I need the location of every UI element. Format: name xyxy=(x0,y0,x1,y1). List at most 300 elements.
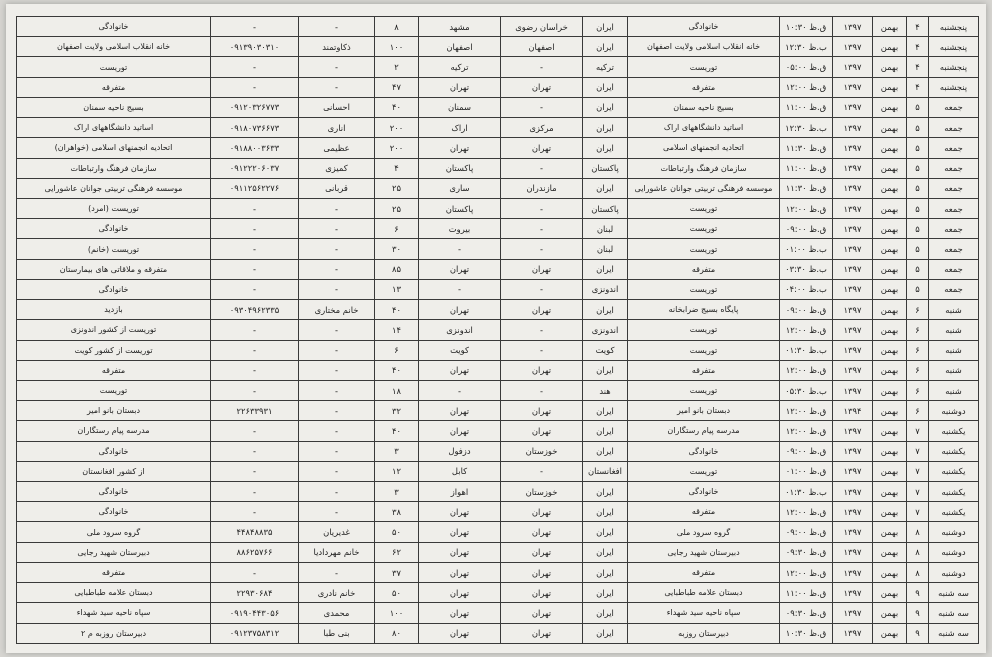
cell-phone: ۰۹۱۸۰۷۳۶۶۷۳ xyxy=(211,118,299,138)
cell-group: متفرقه xyxy=(17,77,211,97)
cell-group: دبیرستان روزبه م ۲ xyxy=(17,623,211,643)
cell-contact-name: - xyxy=(299,421,375,441)
cell-month: بهمن xyxy=(873,340,907,360)
cell-contact-name: - xyxy=(299,17,375,37)
cell-weekday: شنبه xyxy=(929,340,979,360)
cell-country: ایران xyxy=(583,441,628,461)
table-row xyxy=(17,482,979,502)
cell-time: ق.ظ ۰۹:۰۰ xyxy=(780,441,833,461)
cell-country: ایران xyxy=(583,542,628,562)
cell-count: ۴۷ xyxy=(375,77,419,97)
cell-group: خانوادگی xyxy=(17,279,211,299)
cell-time: ب.ظ ۰۳:۳۰ xyxy=(780,259,833,279)
cell-year: ۱۳۹۷ xyxy=(833,360,873,380)
cell-contact-name: احسانی xyxy=(299,97,375,117)
cell-country: افغانستان xyxy=(583,461,628,481)
cell-day: ۵ xyxy=(907,198,929,218)
table-row xyxy=(17,340,979,360)
cell-city: اصفهان xyxy=(419,37,501,57)
cell-province: تهران xyxy=(501,542,583,562)
cell-country: ایران xyxy=(583,562,628,582)
cell-country: ایران xyxy=(583,603,628,623)
cell-contact-name: - xyxy=(299,279,375,299)
cell-visitor-title: اتحادیه انجمنهای اسلامی xyxy=(628,138,780,158)
cell-country: اندونزی xyxy=(583,320,628,340)
cell-time: ب.ظ ۰۱:۳۰ xyxy=(780,340,833,360)
cell-day: ۶ xyxy=(907,380,929,400)
cell-contact-name: خانم نادری xyxy=(299,583,375,603)
cell-contact-name: - xyxy=(299,360,375,380)
cell-city: تهران xyxy=(419,421,501,441)
cell-day: ۵ xyxy=(907,138,929,158)
cell-day: ۶ xyxy=(907,320,929,340)
cell-time: ق.ظ ۰۵:۰۰ xyxy=(780,57,833,77)
cell-city: ساری xyxy=(419,178,501,198)
cell-weekday: سه شنبه xyxy=(929,603,979,623)
cell-weekday: جمعه xyxy=(929,279,979,299)
cell-time: ق.ظ ۰۹:۳۰ xyxy=(780,603,833,623)
cell-visitor-title: بسیج ناحیه سمنان xyxy=(628,97,780,117)
cell-city: مشهد xyxy=(419,17,501,37)
cell-year: ۱۳۹۷ xyxy=(833,340,873,360)
cell-month: بهمن xyxy=(873,57,907,77)
cell-year: ۱۳۹۷ xyxy=(833,279,873,299)
cell-phone: ۰۹۱۸۸۰۰۳۶۳۳ xyxy=(211,138,299,158)
cell-phone: ۰۹۱۱۲۵۶۲۲۷۶ xyxy=(211,178,299,198)
cell-group: متفرقه xyxy=(17,360,211,380)
cell-year: ۱۳۹۷ xyxy=(833,623,873,643)
cell-phone: - xyxy=(211,340,299,360)
cell-month: بهمن xyxy=(873,279,907,299)
cell-province: تهران xyxy=(501,77,583,97)
cell-count: ۴ xyxy=(375,158,419,178)
cell-country: ایران xyxy=(583,118,628,138)
table-row xyxy=(17,562,979,582)
visit-log-rows xyxy=(17,17,979,644)
cell-contact-name: قربانی xyxy=(299,178,375,198)
cell-phone: - xyxy=(211,57,299,77)
cell-group: توریست xyxy=(17,380,211,400)
cell-contact-name: اناری xyxy=(299,118,375,138)
table-row xyxy=(17,77,979,97)
cell-time: ب.ظ ۰۵:۳۰ xyxy=(780,380,833,400)
cell-time: ق.ظ ۰۹:۳۰ xyxy=(780,542,833,562)
cell-country: لبنان xyxy=(583,239,628,259)
cell-weekday: جمعه xyxy=(929,158,979,178)
cell-city: کویت xyxy=(419,340,501,360)
cell-count: ۲۵ xyxy=(375,198,419,218)
cell-day: ۵ xyxy=(907,279,929,299)
cell-phone: ۰۹۱۳۹۰۳۰۳۱۰ xyxy=(211,37,299,57)
cell-group: خانه انقلاب اسلامی ولایت اصفهان xyxy=(17,37,211,57)
cell-day: ۴ xyxy=(907,37,929,57)
cell-visitor-title: سپاه ناحیه سید شهداء xyxy=(628,603,780,623)
cell-visitor-title: خانوادگی xyxy=(628,441,780,461)
cell-city: کابل xyxy=(419,461,501,481)
cell-group: دبستان علامه طباطبایی xyxy=(17,583,211,603)
cell-month: بهمن xyxy=(873,401,907,421)
cell-country: ایران xyxy=(583,17,628,37)
cell-city: تهران xyxy=(419,259,501,279)
cell-weekday: پنجشنبه xyxy=(929,57,979,77)
cell-country: لبنان xyxy=(583,219,628,239)
cell-year: ۱۳۹۷ xyxy=(833,461,873,481)
cell-visitor-title: توریست xyxy=(628,198,780,218)
table-row xyxy=(17,360,979,380)
document-sheet xyxy=(6,4,986,653)
cell-province: مرکزی xyxy=(501,118,583,138)
table-row xyxy=(17,380,979,400)
cell-city: سمنان xyxy=(419,97,501,117)
cell-country: ایران xyxy=(583,482,628,502)
cell-province: تهران xyxy=(501,583,583,603)
cell-month: بهمن xyxy=(873,97,907,117)
cell-visitor-title: توریست xyxy=(628,380,780,400)
cell-country: ایران xyxy=(583,360,628,380)
cell-phone: - xyxy=(211,482,299,502)
cell-phone: - xyxy=(211,219,299,239)
cell-province: تهران xyxy=(501,300,583,320)
cell-province: تهران xyxy=(501,522,583,542)
cell-province: تهران xyxy=(501,259,583,279)
cell-time: ق.ظ ۰۹:۰۰ xyxy=(780,219,833,239)
cell-count: ۳۷ xyxy=(375,562,419,582)
cell-country: ایران xyxy=(583,623,628,643)
cell-day: ۹ xyxy=(907,603,929,623)
cell-visitor-title: متفرقه xyxy=(628,77,780,97)
cell-province: - xyxy=(501,279,583,299)
cell-weekday: جمعه xyxy=(929,97,979,117)
cell-group: خانوادگی xyxy=(17,17,211,37)
cell-month: بهمن xyxy=(873,158,907,178)
cell-count: ۳۰ xyxy=(375,239,419,259)
cell-day: ۵ xyxy=(907,259,929,279)
cell-city: ترکیه xyxy=(419,57,501,77)
cell-city: بیروت xyxy=(419,219,501,239)
cell-contact-name: - xyxy=(299,77,375,97)
cell-group: توریست از کشور اندونزی xyxy=(17,320,211,340)
cell-year: ۱۳۹۷ xyxy=(833,57,873,77)
table-row xyxy=(17,300,979,320)
cell-province: خوزستان xyxy=(501,482,583,502)
table-row xyxy=(17,178,979,198)
cell-month: بهمن xyxy=(873,522,907,542)
cell-phone: - xyxy=(211,259,299,279)
cell-province: تهران xyxy=(501,401,583,421)
cell-group: دبیرستان شهید رجایی xyxy=(17,542,211,562)
cell-time: ق.ظ ۱۲:۰۰ xyxy=(780,502,833,522)
cell-phone: ۴۴۸۴۸۸۳۵ xyxy=(211,522,299,542)
cell-count: ۱۸ xyxy=(375,380,419,400)
cell-weekday: جمعه xyxy=(929,259,979,279)
cell-day: ۸ xyxy=(907,542,929,562)
cell-day: ۹ xyxy=(907,623,929,643)
cell-group: توریست (خانم) xyxy=(17,239,211,259)
cell-visitor-title: موسسه فرهنگی تربیتی جوانان عاشورایی xyxy=(628,178,780,198)
table-row xyxy=(17,259,979,279)
cell-group: توریست از کشور کویت xyxy=(17,340,211,360)
cell-year: ۱۳۹۷ xyxy=(833,198,873,218)
cell-month: بهمن xyxy=(873,542,907,562)
cell-month: بهمن xyxy=(873,360,907,380)
cell-city: تهران xyxy=(419,300,501,320)
cell-visitor-title: اساتید دانشگاههای اراک xyxy=(628,118,780,138)
table-row xyxy=(17,219,979,239)
cell-year: ۱۳۹۷ xyxy=(833,583,873,603)
cell-day: ۵ xyxy=(907,178,929,198)
cell-contact-name: غدیریان xyxy=(299,522,375,542)
cell-contact-name: - xyxy=(299,239,375,259)
cell-group: متفرقه xyxy=(17,562,211,582)
cell-city: تهران xyxy=(419,77,501,97)
cell-phone: - xyxy=(211,320,299,340)
cell-city: تهران xyxy=(419,623,501,643)
cell-day: ۹ xyxy=(907,583,929,603)
cell-group: توریست xyxy=(17,57,211,77)
cell-group: خانوادگی xyxy=(17,441,211,461)
cell-contact-name: - xyxy=(299,482,375,502)
cell-year: ۱۳۹۷ xyxy=(833,482,873,502)
cell-time: ق.ظ ۰۹:۰۰ xyxy=(780,300,833,320)
cell-year: ۱۳۹۷ xyxy=(833,522,873,542)
cell-month: بهمن xyxy=(873,239,907,259)
cell-city: تهران xyxy=(419,562,501,582)
cell-count: ۳۸ xyxy=(375,502,419,522)
cell-phone: ۰۹۱۹۰۴۴۳۰۵۶ xyxy=(211,603,299,623)
cell-country: ایران xyxy=(583,97,628,117)
cell-weekday: جمعه xyxy=(929,178,979,198)
cell-visitor-title: توریست xyxy=(628,219,780,239)
cell-day: ۷ xyxy=(907,421,929,441)
cell-contact-name: - xyxy=(299,401,375,421)
cell-year: ۱۳۹۷ xyxy=(833,118,873,138)
cell-year: ۱۳۹۷ xyxy=(833,562,873,582)
cell-weekday: سه شنبه xyxy=(929,623,979,643)
cell-group: بسیج ناحیه سمنان xyxy=(17,97,211,117)
table-row xyxy=(17,320,979,340)
cell-time: ق.ظ ۱۱:۳۰ xyxy=(780,138,833,158)
cell-country: ایران xyxy=(583,522,628,542)
cell-phone: - xyxy=(211,360,299,380)
cell-city: پاکستان xyxy=(419,198,501,218)
cell-province: تهران xyxy=(501,360,583,380)
cell-contact-name: خانم مهرداديا xyxy=(299,542,375,562)
cell-month: بهمن xyxy=(873,421,907,441)
cell-phone: - xyxy=(211,77,299,97)
cell-country: ایران xyxy=(583,178,628,198)
cell-phone: - xyxy=(211,461,299,481)
cell-weekday: جمعه xyxy=(929,239,979,259)
cell-contact-name: خانم مختاری xyxy=(299,300,375,320)
cell-time: ق.ظ ۱۲:۰۰ xyxy=(780,421,833,441)
cell-province: تهران xyxy=(501,562,583,582)
cell-time: ق.ظ ۱۱:۰۰ xyxy=(780,97,833,117)
cell-day: ۶ xyxy=(907,360,929,380)
cell-phone: ۰۹۱۲۲۲۰۶۰۳۷ xyxy=(211,158,299,178)
cell-city: تهران xyxy=(419,401,501,421)
cell-count: ۲۰۰ xyxy=(375,118,419,138)
cell-day: ۴ xyxy=(907,57,929,77)
cell-year: ۱۳۹۷ xyxy=(833,502,873,522)
cell-country: هند xyxy=(583,380,628,400)
cell-phone: - xyxy=(211,279,299,299)
cell-phone: ۰۹۱۲۳۷۵۸۳۱۲ xyxy=(211,623,299,643)
cell-time: ق.ظ ۱۲:۰۰ xyxy=(780,77,833,97)
cell-visitor-title: گروه سرود ملی xyxy=(628,522,780,542)
cell-month: بهمن xyxy=(873,300,907,320)
cell-contact-name: ذکاوتمند xyxy=(299,37,375,57)
cell-group: موسسه فرهنگی تربیتی جوانان عاشورایی xyxy=(17,178,211,198)
cell-group: خانوادگی xyxy=(17,219,211,239)
cell-city: تهران xyxy=(419,360,501,380)
cell-contact-name: عظیمی xyxy=(299,138,375,158)
cell-count: ۴۰ xyxy=(375,300,419,320)
cell-group: خانوادگی xyxy=(17,502,211,522)
table-row xyxy=(17,158,979,178)
cell-month: بهمن xyxy=(873,17,907,37)
cell-group: سپاه ناحیه سید شهداء xyxy=(17,603,211,623)
cell-phone: - xyxy=(211,380,299,400)
cell-province: - xyxy=(501,158,583,178)
table-row xyxy=(17,421,979,441)
cell-year: ۱۳۹۷ xyxy=(833,77,873,97)
cell-month: بهمن xyxy=(873,380,907,400)
cell-province: تهران xyxy=(501,603,583,623)
cell-city: اراک xyxy=(419,118,501,138)
cell-visitor-title: توریست xyxy=(628,57,780,77)
cell-contact-name: محمدی xyxy=(299,603,375,623)
cell-year: ۱۳۹۷ xyxy=(833,421,873,441)
cell-month: بهمن xyxy=(873,77,907,97)
cell-day: ۶ xyxy=(907,340,929,360)
cell-weekday: سه شنبه xyxy=(929,583,979,603)
cell-weekday: شنبه xyxy=(929,300,979,320)
table-row xyxy=(17,37,979,57)
cell-province: - xyxy=(501,320,583,340)
cell-phone: - xyxy=(211,502,299,522)
cell-time: ق.ظ ۱۰:۳۰ xyxy=(780,623,833,643)
cell-day: ۸ xyxy=(907,522,929,542)
cell-visitor-title: مدرسه پیام رستگاران xyxy=(628,421,780,441)
cell-time: ق.ظ ۱۲:۰۰ xyxy=(780,401,833,421)
table-row xyxy=(17,401,979,421)
cell-weekday: جمعه xyxy=(929,138,979,158)
cell-time: ق.ظ ۱۲:۰۰ xyxy=(780,198,833,218)
cell-group: اتحادیه انجمنهای اسلامی (خواهران) xyxy=(17,138,211,158)
cell-weekday: پنجشنبه xyxy=(929,17,979,37)
cell-year: ۱۳۹۷ xyxy=(833,219,873,239)
cell-year: ۱۳۹۷ xyxy=(833,239,873,259)
cell-year: ۱۳۹۷ xyxy=(833,138,873,158)
cell-day: ۷ xyxy=(907,461,929,481)
cell-count: ۲۵ xyxy=(375,178,419,198)
table-row xyxy=(17,502,979,522)
cell-contact-name: - xyxy=(299,441,375,461)
table-row xyxy=(17,57,979,77)
cell-count: ۶ xyxy=(375,219,419,239)
cell-country: ایران xyxy=(583,259,628,279)
cell-group: سازمان فرهنگ وارتباطات xyxy=(17,158,211,178)
cell-province: - xyxy=(501,198,583,218)
cell-count: ۶۲ xyxy=(375,542,419,562)
cell-day: ۴ xyxy=(907,17,929,37)
cell-month: بهمن xyxy=(873,583,907,603)
cell-city: تهران xyxy=(419,542,501,562)
cell-time: ب.ظ ۰۴:۰۰ xyxy=(780,279,833,299)
cell-group: گروه سرود ملی xyxy=(17,522,211,542)
cell-visitor-title: دبستان بانو امیر xyxy=(628,401,780,421)
cell-country: کویت xyxy=(583,340,628,360)
cell-city: تهران xyxy=(419,583,501,603)
cell-count: ۲۰۰ xyxy=(375,138,419,158)
cell-count: ۱۰۰ xyxy=(375,37,419,57)
cell-province: تهران xyxy=(501,138,583,158)
cell-country: پاکستان xyxy=(583,158,628,178)
cell-group: مدرسه پیام رستگاران xyxy=(17,421,211,441)
cell-city: - xyxy=(419,279,501,299)
cell-year: ۱۳۹۷ xyxy=(833,97,873,117)
cell-count: ۵۰ xyxy=(375,522,419,542)
cell-time: ق.ظ ۰۱:۰۰ xyxy=(780,461,833,481)
cell-province: تهران xyxy=(501,502,583,522)
visit-log-table xyxy=(16,16,979,644)
cell-country: ایران xyxy=(583,401,628,421)
cell-month: بهمن xyxy=(873,320,907,340)
cell-weekday: شنبه xyxy=(929,360,979,380)
cell-city: تهران xyxy=(419,138,501,158)
cell-year: ۱۳۹۷ xyxy=(833,158,873,178)
cell-province: - xyxy=(501,461,583,481)
table-row xyxy=(17,239,979,259)
cell-month: بهمن xyxy=(873,198,907,218)
cell-month: بهمن xyxy=(873,259,907,279)
cell-time: ق.ظ ۱۲:۰۰ xyxy=(780,360,833,380)
cell-count: ۲ xyxy=(375,57,419,77)
table-row xyxy=(17,441,979,461)
cell-day: ۵ xyxy=(907,239,929,259)
cell-month: بهمن xyxy=(873,502,907,522)
table-row xyxy=(17,461,979,481)
cell-month: بهمن xyxy=(873,118,907,138)
cell-province: - xyxy=(501,97,583,117)
cell-contact-name: - xyxy=(299,562,375,582)
cell-time: ق.ظ ۱۲:۰۰ xyxy=(780,320,833,340)
cell-city: دزفول xyxy=(419,441,501,461)
cell-phone: - xyxy=(211,17,299,37)
cell-group: از کشور افغانستان xyxy=(17,461,211,481)
cell-province: خوزستان xyxy=(501,441,583,461)
cell-province: خراسان رضوی xyxy=(501,17,583,37)
cell-weekday: دوشنبه xyxy=(929,522,979,542)
cell-day: ۷ xyxy=(907,441,929,461)
cell-time: ق.ظ ۱۲:۰۰ xyxy=(780,562,833,582)
cell-visitor-title: سازمان فرهنگ وارتباطات xyxy=(628,158,780,178)
cell-month: بهمن xyxy=(873,482,907,502)
cell-count: ۳۲ xyxy=(375,401,419,421)
cell-country: ایران xyxy=(583,37,628,57)
cell-country: ایران xyxy=(583,502,628,522)
cell-phone: ۰۹۳۰۴۹۶۲۳۳۵ xyxy=(211,300,299,320)
table-row xyxy=(17,542,979,562)
cell-weekday: یکشنبه xyxy=(929,502,979,522)
cell-month: بهمن xyxy=(873,623,907,643)
cell-city: - xyxy=(419,239,501,259)
cell-province: مازندران xyxy=(501,178,583,198)
cell-time: ب.ظ ۰۱:۰۰ xyxy=(780,239,833,259)
cell-country: ایران xyxy=(583,138,628,158)
cell-city: - xyxy=(419,380,501,400)
table-row xyxy=(17,623,979,643)
